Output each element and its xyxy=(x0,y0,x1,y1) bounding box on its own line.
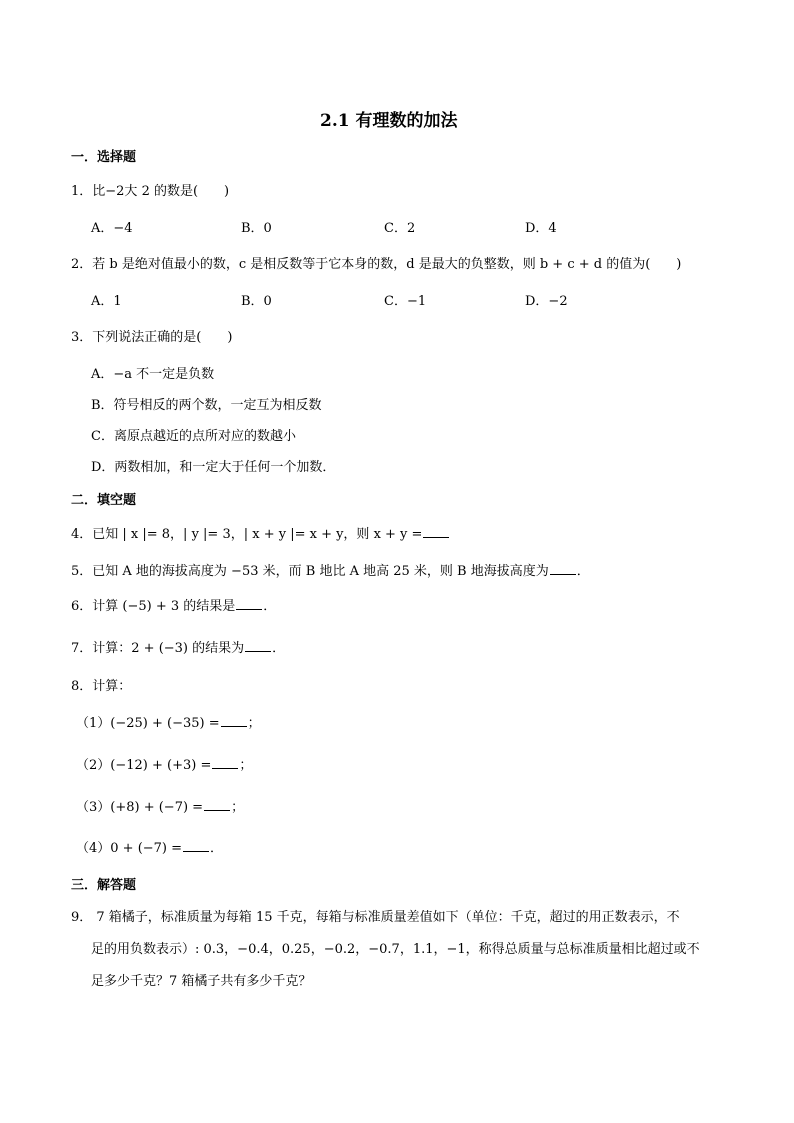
q1-option-a: A．−4 xyxy=(91,221,133,236)
question-3: 3．下列说法正确的是( ) xyxy=(71,330,233,345)
q8-item-2 xyxy=(76,754,252,773)
q5-text: 5．已知 A 地的海拔高度为 −53 米，而 B 地比 A 地高 25 米，则 B 地海拔高度为 xyxy=(71,564,549,579)
q2-option-a: A．1 xyxy=(91,294,122,309)
question-2: 2．若 b 是绝对值最小的数，c 是相反数等于它本身的数，d 是最大的负整数，则 b + c + d 的值为( ) xyxy=(71,257,682,272)
q7-end: ． xyxy=(272,641,286,656)
page-title: 2.1 有理数的加法 xyxy=(320,111,458,131)
q2-option-b: B．0 xyxy=(241,294,272,309)
answer-blank[interactable] xyxy=(245,641,271,652)
q8-item-1-text: （1）(−25) + (−35) = xyxy=(76,716,220,731)
q3-option-a: A．−a 不一定是负数 xyxy=(91,367,215,382)
question-1: 1．比−2大 2 的数是( ) xyxy=(71,184,230,199)
q8-item-1 xyxy=(76,712,261,731)
question-6 xyxy=(71,595,276,614)
q6-end: ． xyxy=(263,599,277,614)
question-7 xyxy=(71,637,285,656)
question-8: 8．计算： xyxy=(71,679,132,694)
q3-option-b: B．符号相反的两个数，一定互为相反数 xyxy=(91,398,322,413)
answer-blank[interactable] xyxy=(204,800,230,811)
answer-blank[interactable] xyxy=(550,564,576,575)
q2-option-d: D．−2 xyxy=(525,294,568,309)
section-heading-choice: 一．选择题 xyxy=(71,150,137,165)
question-4 xyxy=(71,523,450,542)
q8-item-3-text: （3）(+8) + (−7) = xyxy=(76,800,204,815)
q1-option-b: B．0 xyxy=(241,221,272,236)
answer-blank[interactable] xyxy=(236,599,262,610)
q3-option-c: C．离原点越近的点所对应的数越小 xyxy=(91,429,296,444)
q1-option-d: D．4 xyxy=(525,221,557,236)
section-heading-fill: 二．填空题 xyxy=(71,493,137,508)
q5-end: ． xyxy=(576,564,590,579)
answer-blank[interactable] xyxy=(221,716,247,727)
q8-item-4-text: （4）0 + (−7) = xyxy=(76,841,183,856)
q6-text: 6．计算 (−5) + 3 的结果是 xyxy=(71,599,236,614)
question-9-line-1: 9． 7 箱橘子，标准质量为每箱 15 千克，每箱与标准质量差值如下（单位：千克，超过的用正数表示，不 xyxy=(71,910,680,925)
q7-text: 7．计算：2 + (−3) 的结果为 xyxy=(71,641,245,656)
question-9-line-3: 足多少千克？7 箱橘子共有多少千克？ xyxy=(91,974,312,989)
q8-item-1-end: ； xyxy=(247,716,261,731)
q8-item-4-end: ． xyxy=(210,841,224,856)
q3-option-d: D．两数相加，和一定大于任何一个加数． xyxy=(91,460,336,475)
question-9-line-2: 足的用负数表示）: 0.3，−0.4，0.25，−0.2，−0.7，1.1，−1，称得总质量与总标准质量相比超过或不 xyxy=(91,942,700,957)
answer-blank[interactable] xyxy=(183,841,209,852)
q8-item-2-end: ； xyxy=(239,758,253,773)
question-5 xyxy=(71,560,590,579)
q8-item-2-text: （2）(−12) + (+3) = xyxy=(76,758,212,773)
q8-item-3 xyxy=(76,796,244,815)
q8-item-4 xyxy=(76,837,223,856)
q4-text: 4．已知 | x |= 8，| y |= 3，| x + y |= x + y，则 x + y = xyxy=(71,527,423,542)
section-heading-solve: 三．解答题 xyxy=(71,878,137,893)
q1-option-c: C．2 xyxy=(384,221,416,236)
answer-blank[interactable] xyxy=(212,758,238,769)
q8-item-3-end: ； xyxy=(231,800,245,815)
q2-option-c: C．−1 xyxy=(384,294,427,309)
answer-blank[interactable] xyxy=(423,527,449,538)
